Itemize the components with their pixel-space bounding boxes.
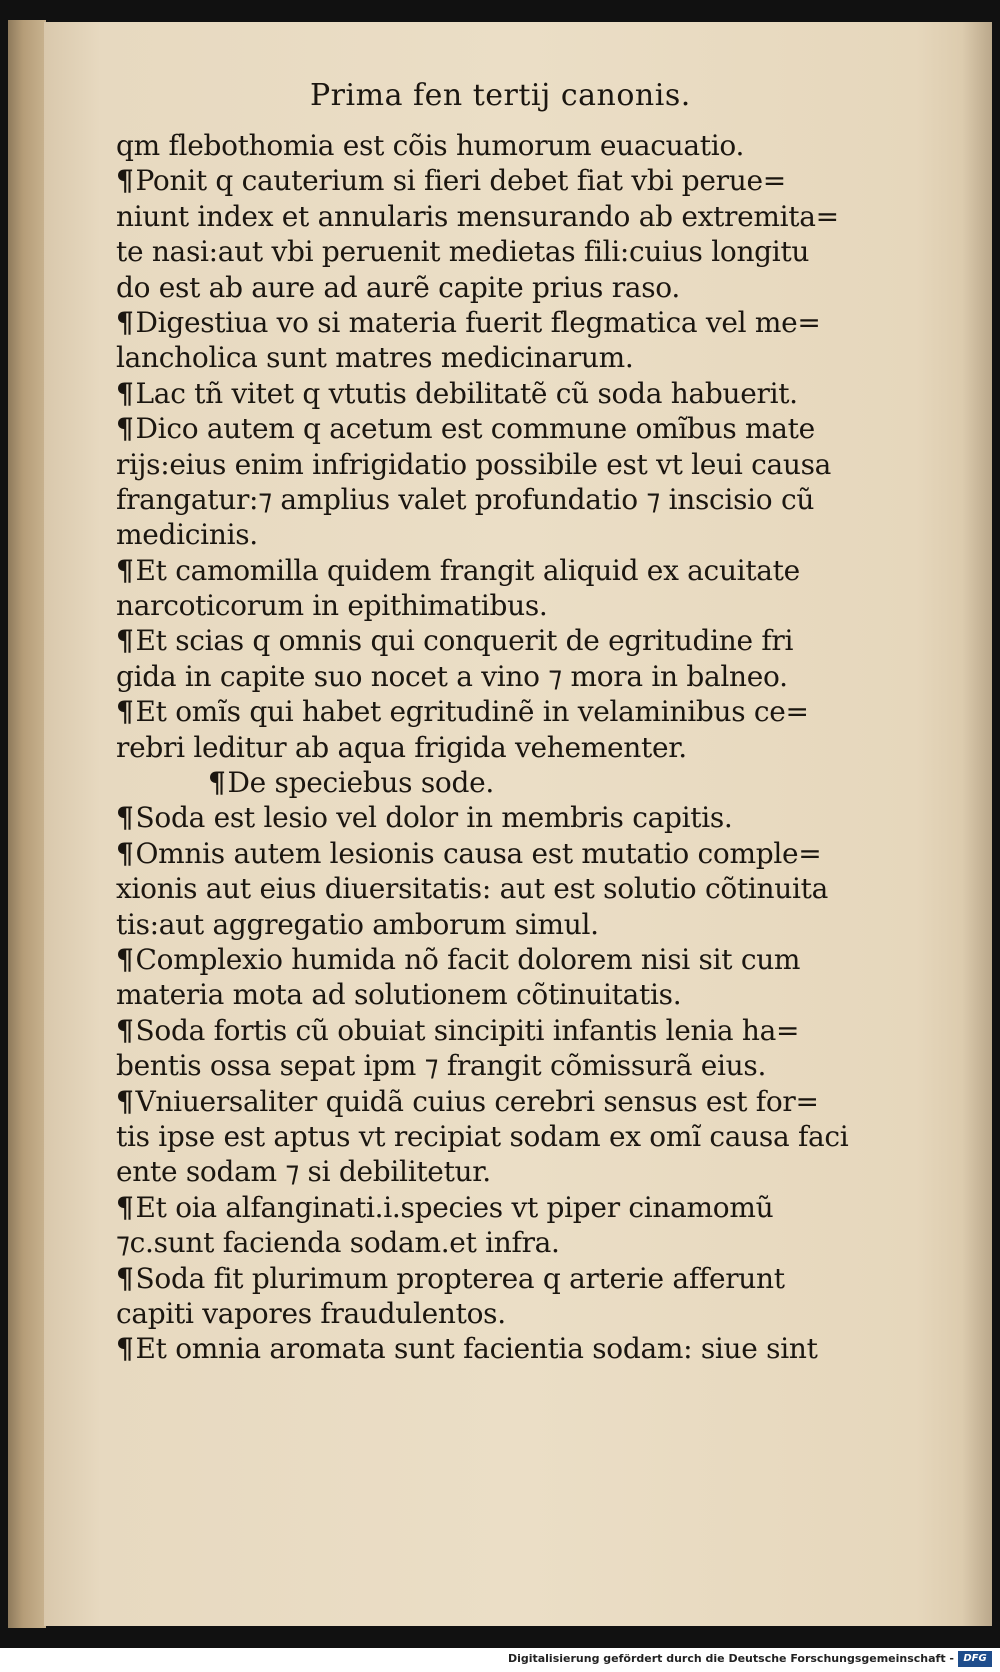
line-text: capiti vapores fraudulentos. [116,1296,506,1330]
line-text: Dico autem q acetum est commune omĩbus mate [135,412,815,446]
line-text: Lac tñ vitet q vtutis debilitatẽ cũ soda habuerit. [135,376,798,410]
line-text: Et camomilla quidem frangit aliquid ex acuitate [135,553,800,587]
line-text: te nasi:aut vbi peruenit medietas fili:cuius longitu [116,235,810,269]
dfg-logo: DFG [958,1651,992,1667]
text-line [116,836,906,871]
paragraph-mark-icon: ¶ [116,942,134,976]
text-line [116,128,906,163]
text-line [116,163,906,198]
line-text: bentis ossa sepat ipm ⁊ frangit cõmissurã eius. [116,1049,767,1083]
line-text: Soda fit plurimum propterea q arterie afferunt [135,1261,785,1295]
paragraph-mark-icon: ¶ [116,695,134,729]
running-head: Prima fen tertij canonis. [310,78,691,113]
paragraph-mark-icon: ¶ [116,1084,134,1118]
text-line [116,977,906,1012]
paragraph-mark-icon: ¶ [116,553,134,587]
text-line [116,340,906,375]
line-text: Et scias q omnis qui conquerit de egritudine fri [135,624,794,658]
text-line [116,623,906,658]
paragraph-mark-icon: ¶ [116,164,134,198]
line-text: lancholica sunt matres medicinarum. [116,341,634,375]
line-text: De speciebus sode. [227,766,494,800]
paragraph-mark-icon: ¶ [116,1261,134,1295]
text-line [116,305,906,340]
text-line [116,1013,906,1048]
text-line [116,588,906,623]
text-line [116,411,906,446]
text-line [116,1154,906,1189]
line-text: medicinis. [116,518,258,552]
line-text: Et omĩs qui habet egritudinẽ in velaminibus ce= [135,695,809,729]
paragraph-mark-icon: ¶ [116,1332,134,1366]
page-shadow [962,22,992,1626]
text-line [116,199,906,234]
text-line [116,1084,906,1119]
text-line [116,1048,906,1083]
paragraph-mark-icon: ¶ [116,1013,134,1047]
line-text: narcoticorum in epithimatibus. [116,589,548,623]
text-line [116,1331,906,1366]
text-line [116,1261,906,1296]
paragraph-mark-icon: ¶ [116,624,134,658]
line-text: rebri leditur ab aqua frigida vehementer. [116,730,687,764]
line-text: Soda fortis cũ obuiat sincipiti infantis lenia ha= [135,1013,800,1047]
text-line [116,482,906,517]
paragraph-mark-icon: ¶ [116,836,134,870]
text-line [116,447,906,482]
text-line [116,765,906,800]
paragraph-mark-icon: ¶ [116,305,134,339]
line-text: tis:aut aggregatio amborum simul. [116,907,599,941]
text-line [116,517,906,552]
footer-credit: Digitalisierung gefördert durch die Deutsche Forschungsgemeinschaft - [507,1652,954,1665]
paragraph-mark-icon: ¶ [116,376,134,410]
line-text: ⁊c.sunt facienda sodam.et infra. [116,1226,560,1260]
paragraph-mark-icon: ¶ [116,801,134,835]
line-text: Digestiua vo si materia fuerit flegmatica vel me= [135,305,821,339]
line-text: ente sodam ⁊ si debilitetur. [116,1155,491,1189]
line-text: tis ipse est aptus vt recipiat sodam ex omĩ causa faci [116,1119,849,1153]
text-line [116,270,906,305]
book-edge [8,20,46,1628]
line-text: do est ab aure ad aurẽ capite prius raso. [116,270,680,304]
line-text: Et omnia aromata sunt facientia sodam: siue sint [135,1332,818,1366]
text-line [116,1296,906,1331]
text-line [116,907,906,942]
text-line [116,730,906,765]
text-line [116,1190,906,1225]
text-line [116,234,906,269]
text-block [116,128,906,1367]
text-line [116,1225,906,1260]
text-line [116,942,906,977]
text-line [116,800,906,835]
text-line [116,659,906,694]
line-text: Omnis autem lesionis causa est mutatio comple= [135,836,822,870]
line-text: gida in capite suo nocet a vino ⁊ mora in balneo. [116,659,788,693]
line-text: Ponit q cauterium si fieri debet fiat vbi perue= [135,164,786,198]
line-text: rijs:eius enim infrigidatio possibile est vt leui causa [116,447,832,481]
paragraph-mark-icon: ¶ [208,766,226,800]
line-text: Et oia alfanginati.i.species vt piper cinamomũ [135,1190,774,1224]
text-line [116,553,906,588]
line-text: Complexio humida nõ facit dolorem nisi sit cum [135,942,801,976]
text-line [116,1119,906,1154]
line-text: Soda est lesio vel dolor in membris capitis. [135,801,733,835]
text-line [116,694,906,729]
line-text: qm flebothomia est cõis humorum euacuatio. [116,129,745,162]
line-text: niunt index et annularis mensurando ab extremita= [116,199,839,233]
text-line [116,376,906,411]
paragraph-mark-icon: ¶ [116,412,134,446]
paragraph-mark-icon: ¶ [116,1190,134,1224]
footer-strip [0,1648,1000,1672]
text-line [116,871,906,906]
line-text: xionis aut eius diuersitatis: aut est solutio cõtinuita [116,872,828,906]
line-text: Vniuersaliter quidã cuius cerebri sensus est for= [135,1084,819,1118]
line-text: materia mota ad solutionem cõtinuitatis. [116,978,682,1012]
line-text: frangatur:⁊ amplius valet profundatio ⁊ inscisio cũ [116,482,815,516]
